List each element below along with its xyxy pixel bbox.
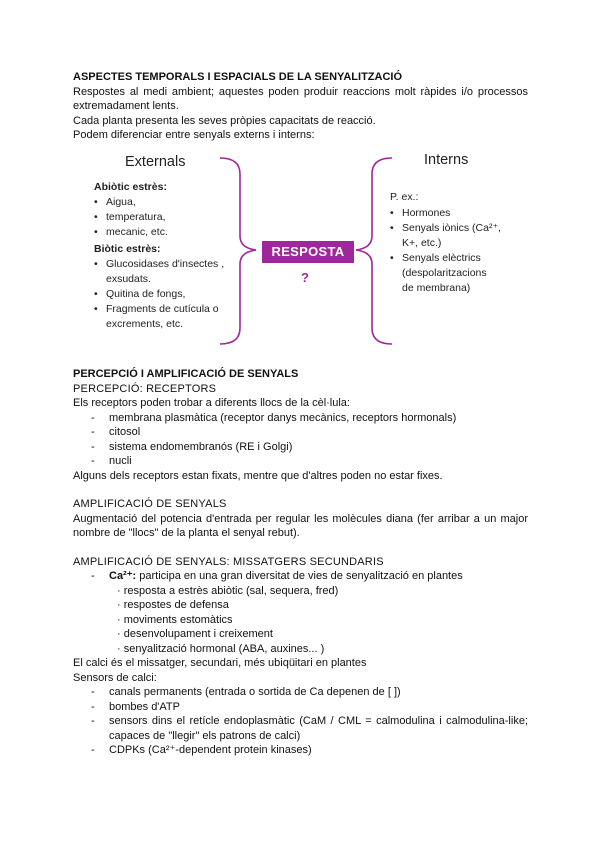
question-mark: ? — [301, 270, 309, 285]
paragraph-receptors-intro: Els receptors poden trobar a diferents llocs de la cèl·lula: — [73, 397, 350, 409]
list-item: · respostes de defensa — [117, 599, 229, 611]
abiotic-label: Abiòtic estrès: — [94, 181, 167, 193]
section-temporal-spatial — [73, 70, 528, 143]
biotic-label: Biòtic estrès: — [94, 243, 161, 255]
list-item: • Glucosidases d'insectes , exsudats. — [94, 258, 225, 285]
list-item: - Ca²⁺: participa en una gran diversitat de vies de senyalització en plantes — [91, 570, 463, 582]
subheading-receptors: PERCEPCIÓ: RECEPTORS — [73, 382, 217, 395]
list-item: - sistema endomembranós (RE i Golgi) — [91, 440, 293, 453]
interns-intro: P. ex.: — [390, 191, 419, 203]
interns-title: Interns — [424, 152, 469, 168]
list-item: · senyalització hormonal (ABA, auxines... ) — [117, 642, 325, 655]
list-item: • Fragments de cutícula o excrements, etc. — [94, 303, 219, 330]
list-item: · resposta a estrès abiòtic (sal, sequera, fred) — [117, 584, 339, 597]
list-item: - canals permanents (entrada o sortida de Ca depenen de [ ]) — [91, 686, 401, 698]
list-item: • Senyals elèctrics (despolaritzacions de membrana) — [390, 252, 487, 294]
paragraph-responses: Respostes al medi ambient; aquestes poden produir reaccions molt ràpides i/o processos extremadament lents. — [73, 85, 528, 112]
right-brace — [356, 158, 392, 344]
paragraph-calcium-note: El calci és el missatger, secundari, més ubiqüitari en plantes — [73, 657, 367, 669]
section-heading: PERCEPCIÓ I AMPLIFICACIÓ DE SENYALS — [73, 368, 299, 380]
sensors-list — [73, 685, 528, 758]
list-item: • Senyals iònics (Ca²⁺, K+, etc.) — [390, 222, 501, 249]
list-item: - membrana plasmàtica (receptor danys mecànics, receptors hormonals) — [91, 411, 457, 424]
list-item: · desenvolupament i creixement — [117, 628, 273, 640]
signals-diagram — [90, 150, 530, 350]
section-heading: ASPECTES TEMPORALS I ESPACIALS DE LA SENYALITZACIÓ — [73, 71, 403, 83]
list-item: • Aigua, — [94, 196, 136, 208]
receptors-list — [73, 411, 528, 469]
paragraph-capacities: Cada planta presenta les seves pròpies capacitats de reacció. — [73, 114, 376, 127]
list-item: • Quitina de fongs, — [94, 288, 186, 300]
subheading-amplification: AMPLIFICACIÓ DE SENYALS — [73, 498, 227, 510]
calcium-subitems — [73, 584, 528, 657]
list-item: - CDPKs (Ca²⁺-dependent protein kinases) — [91, 744, 312, 756]
list-item: - bombes d'ATP — [91, 700, 180, 713]
section-perception — [73, 367, 528, 758]
list-item: - nucli — [91, 455, 132, 467]
paragraph-receptors-note: Alguns dels receptors estan fixats, mentre que d'altres poden no estar fixes. — [73, 469, 443, 482]
list-item: · moviments estomàtics — [117, 613, 233, 626]
paragraph-sensors-label: Sensors de calci: — [73, 671, 157, 684]
list-item: - citosol — [91, 426, 141, 438]
list-item: • mecanic, etc. — [94, 226, 168, 238]
biotic-list — [94, 257, 254, 332]
list-item: • Hormones — [390, 207, 451, 219]
subheading-second-messengers: AMPLIFICACIÓ DE SENYALS: MISSATGERS SECUNDARIS — [73, 555, 384, 568]
list-item: • temperatura, — [94, 211, 166, 223]
list-item: - sensors dins el retícle endoplasmàtic (CaM / CML = calmodulina i calmodulina-like; capaces de "llegir" els patrons de calci) — [91, 715, 528, 742]
interns-list — [390, 206, 530, 296]
paragraph-amplification: Augmentació del potencia d'entrada per regular les molècules diana (fer arribar a un major nombre de "llocs" de la planta el senyal rebut). — [73, 512, 528, 539]
response-box: RESPOSTA — [262, 241, 354, 263]
calcium-list — [73, 569, 528, 584]
abiotic-list — [94, 195, 244, 240]
externals-title: Externals — [125, 154, 186, 170]
calcium-label: Ca²⁺: — [109, 570, 137, 582]
paragraph-signal-types: Podem diferenciar entre senyals externs i interns: — [73, 129, 315, 141]
